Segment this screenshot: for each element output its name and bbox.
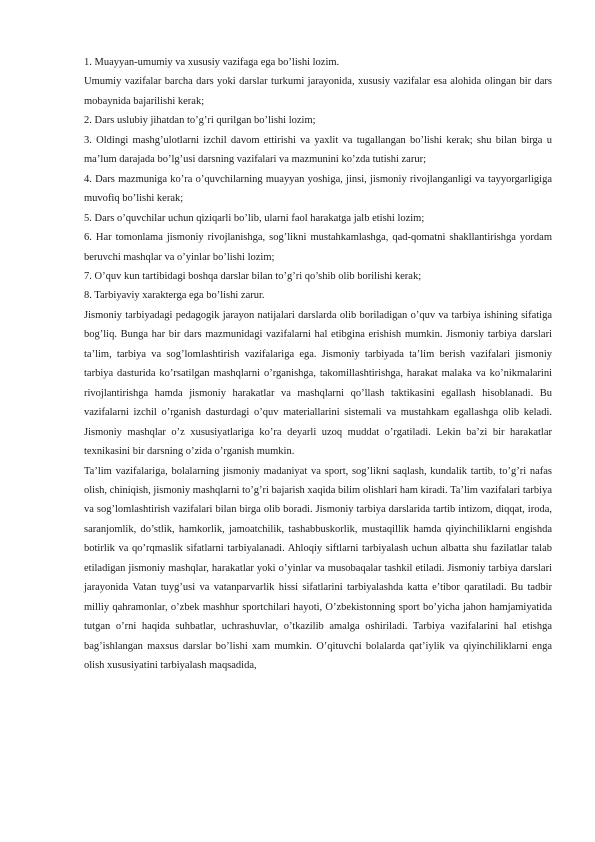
list-item-5: 5. Dars o’quvchilar uchun qiziqarli bo’lib, ularni faol harakatga jalb etishi lozim; — [84, 212, 425, 224]
list-item-4: 4. Dars mazmuniga ko’ra o’quvchilarning muayyan yoshiga, jinsi, jismoniy rivojlanganligi va tayyorgarligiga muvofiq bo’lishi kerak; — [84, 173, 552, 205]
list-item-8: 8. Tarbiyaviy xarakterga ega bo’lishi zarur. — [84, 290, 265, 302]
list-item-1: 1. Muayyan-umumiy va xususiy vazifaga ega bo’lishi lozim. — [84, 57, 340, 68]
list-item-6: 6. Har tomonlama jismoniy rivojlanishga, sog’likni mustahkamlashga, qad-qomatni shakllantirishga yordam beruvchi mashqlar va o’yinlar bo’lishi lozim; — [84, 232, 552, 263]
paragraph-general-tasks: Umumiy vazifalar barcha dars yoki darslar turkumi jarayonida, xususiy vazifalar esa alohida olingan bir dars mobaynida bajarilishi kerak; — [84, 76, 552, 107]
list-item-7: 7. O’quv kun tartibidagi boshqa darslar bilan to’g’ri qo’shib olib borilishi kerak; — [84, 270, 422, 282]
list-item-3: 3. Oldingi mashg’ulotlarni izchil davom ettirishi va yaxlit va tugallangan bo’lishi kerak; shu bilan birga u ma’lum darajada bo’lg’usi darsning vazifalari va mazmunini ko’zda tutishi zarur; — [84, 134, 552, 166]
paragraph-education-tasks: Ta’lim vazifalariga, bolalarning jismoniy madaniyat va sport, sog’likni saqlash, kundalik tartib, to’g’ri nafas olish, chiniqish, jismoniy mashqlarni to’g’ri bajarish xaqida bilim olishlari ham kiradi. Ta’lim vazifalari tarbiya va sog’lomlashtirish vazifalari bilan birga olib boradi. Jismoniy tarbiya darslarida tartib intizom, diqqat, iroda, saranjomlik, do’stlik, hamkorlik, jamoatchilik, tashabbuskorlik, mustaqillik hamda qiyinchiliklarni engishda botirlik va qo’rqmaslik sifatlarni tarbiyalanadi. Ahloqiy siftlarni tarbiyalash uchun albatta shu fazilatlar talab etiladigan jismoniy mashqlar, harakatlar yoki o’yinlar va musobaqalar tashkil etiladi. Jismoniy tarbiya darslari jarayonida Vatan tuyg’usi va vatanparvarlik hissi sifatlarini tarbiyalashda katta e’tibor qaratiladi. Bu tadbir milliy qahramonlar, o’zbek mashhur sportchilari hayoti, O’zbekistonning sport bo’yicha jahon hamjamiyatida tutgan o’rni haqida suhbatlar, uchrashuvlar, o’tkazilib amalga oshiriladi. Tarbiya vazifalarini hal etishga bag’ishlangan maxsus darslar bo’lishi xam mumkin. O’qituvchi bolalarda qat’iylik va qiyinchiliklarni enga olish xususiyatini tarbiyalash maqsadida, — [84, 465, 552, 672]
paragraph-pedagogical-process: Jismoniy tarbiyadagi pedagogik jarayon natijalari darslarda olib boriladigan o’quv va tarbiya ishining sifatiga bog’liq. Bunga har bir dars mazmunidagi vazifalarni hal etibgina erishish mumkin. Jismoniy tarbiya darslari ta’lim, tarbiya va sog’lomlashtirish vazifalariga ega. Jismoniy tarbiyada ta’lim berish vazifalari jismoniy tarbiya dasturida ko’rsatilgan mashqlarni o’rganishga, takomillashtirishga, harakat malaka va ko’nikmalarini rivojlantirishga hamda jismoniy harakatlar va mashqlarni qo’llash taktikasini egallash hisoblanadi. Bu vazifalarni izchil o’rganish dasturdagi o’quv materiallarini sistemali va mustahkam egallashga olib keladi. Jismoniy mashqlar o’z xususiyatlariga ko’ra deyarli uzoq muddat o’rgatiladi. Lekin ba’zi bir harakatlar texnikasini bir darsning o’zida o’rganish mumkin. — [84, 309, 552, 458]
document-body — [84, 53, 552, 676]
list-item-2: 2. Dars uslubiy jihatdan to’g’ri qurilgan bo’lishi lozim; — [84, 115, 316, 127]
